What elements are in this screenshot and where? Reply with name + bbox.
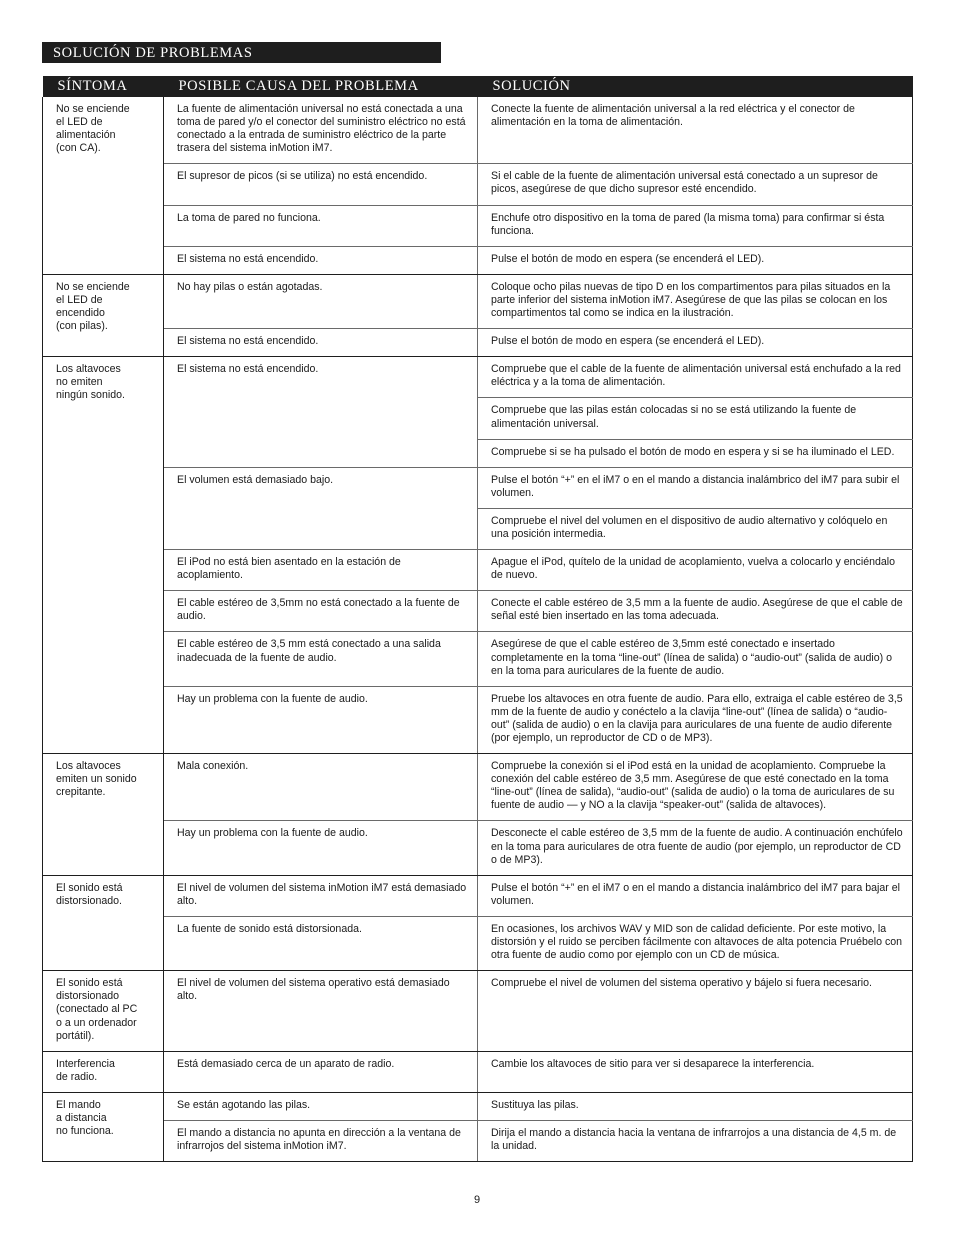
cause-cell: El nivel de volumen del sistema inMotion iM7 está demasiado alto. <box>164 875 478 916</box>
solution-cell: Pruebe los altavoces en otra fuente de audio. Para ello, extraiga el cable estéreo de 3,5 mm de la fuente de audio y conéctelo a la clavija “line-out” (línea de salida) o “audio-out” (salida de audio) o en la clavija para auriculares de una fuente de audio diferente (por ejemplo, un reproductor de CD o de MP3). <box>478 686 913 753</box>
cause-cell: Mala conexión. <box>164 754 478 821</box>
solution-cell: Compruebe que las pilas están colocadas si no se está utilizando la fuente de alimentación universal. <box>478 398 913 439</box>
cause-cell: La fuente de sonido está distorsionada. <box>164 916 478 970</box>
table-row <box>43 274 913 328</box>
solution-cell: Sustituya las pilas. <box>478 1092 913 1120</box>
table-row <box>43 686 913 753</box>
page-number: 9 <box>473 1194 481 1206</box>
table-row <box>43 97 913 164</box>
solution-cell: Conecte el cable estéreo de 3,5 mm a la fuente de audio. Asegúrese de que el cable de señal esté bien insertado en las toma adecuada. <box>478 591 913 632</box>
table-row <box>43 357 913 398</box>
solution-cell: Cambie los altavoces de sitio para ver si desaparece la interferencia. <box>478 1051 913 1092</box>
solution-cell: Compruebe si se ha pulsado el botón de modo en espera y si se ha iluminado el LED. <box>478 439 913 467</box>
solution-cell: Compruebe la conexión si el iPod está en la unidad de acoplamiento. Compruebe la conexión del cable estéreo de 3,5 mm. Asegúrese de que esté conectado en la toma “line-out” (línea de salida), “audio-out” (salida de audio) o la toma de auriculares de su fuente de audio — y NO a la clavija “speaker-out” (salida de altavoces). <box>478 754 913 821</box>
table-row <box>43 1051 913 1092</box>
section-title: SOLUCIÓN DE PROBLEMAS <box>42 42 441 63</box>
solution-cell: Pulse el botón “+” en el iM7 o en el mando a distancia inalámbrico del iM7 para bajar el volumen. <box>478 875 913 916</box>
cause-cell: El mando a distancia no apunta en dirección a la ventana de infrarrojos del sistema inMotion iM7. <box>164 1120 478 1161</box>
table-row <box>43 632 913 686</box>
cause-cell: El cable estéreo de 3,5 mm está conectado a una salida inadecuada de la fuente de audio. <box>164 632 478 686</box>
solution-cell: Pulse el botón de modo en espera (se encenderá el LED). <box>478 329 913 357</box>
cause-cell: Se están agotando las pilas. <box>164 1092 478 1120</box>
solution-cell: Coloque ocho pilas nuevas de tipo D en los compartimentos para pilas situados en la parte inferior del sistema inMotion iM7. Asegúrese de que las pilas se colocan en los compartimentos tal como se indica en la ilustración. <box>478 274 913 328</box>
symptom-cell: No se enciende el LED de alimentación (con CA). <box>43 97 164 274</box>
solution-cell: Pulse el botón de modo en espera (se encenderá el LED). <box>478 246 913 274</box>
cause-cell: El supresor de picos (si se utiliza) no está encendido. <box>164 164 478 205</box>
cause-cell: La toma de pared no funciona. <box>164 205 478 246</box>
symptom-cell: El mando a distancia no funciona. <box>43 1092 164 1161</box>
symptom-cell: Interferencia de radio. <box>43 1051 164 1092</box>
solution-cell: Compruebe el nivel de volumen del sistema operativo y bájelo si fuera necesario. <box>478 971 913 1051</box>
solution-cell: Asegúrese de que el cable estéreo de 3,5mm esté conectado e insertado completamente en la toma “line-out” (línea de salida) o “audio-out” (salida de audio) o en la toma para auriculares de la fuente de audio. <box>478 632 913 686</box>
symptom-cell: Los altavoces no emiten ningún sonido. <box>43 357 164 754</box>
header-symptom: SÍNTOMA <box>43 76 164 97</box>
header-cause: POSIBLE CAUSA DEL PROBLEMA <box>164 76 478 97</box>
cause-cell: El nivel de volumen del sistema operativo está demasiado alto. <box>164 971 478 1051</box>
cause-cell: El cable estéreo de 3,5mm no está conectado a la fuente de audio. <box>164 591 478 632</box>
cause-cell: La fuente de alimentación universal no está conectada a una toma de pared y/o el conector del suministro eléctrico no está conectado a la entrada de suministro eléctrico de la parte trasera del sistema inMotion iM7. <box>164 97 478 164</box>
symptom-cell: El sonido está distorsionado. <box>43 875 164 970</box>
table-row <box>43 550 913 591</box>
solution-cell: Apague el iPod, quítelo de la unidad de acoplamiento, vuelva a colocarlo y enciéndalo de nuevo. <box>478 550 913 591</box>
table-row <box>43 246 913 274</box>
cause-cell: El iPod no está bien asentado en la estación de acoplamiento. <box>164 550 478 591</box>
solution-cell: Conecte la fuente de alimentación universal a la red eléctrica y el conector de alimentación en la toma de alimentación. <box>478 97 913 164</box>
table-row <box>43 1092 913 1120</box>
symptom-cell: Los altavoces emiten un sonido crepitante. <box>43 754 164 876</box>
table-row <box>43 875 913 916</box>
table-body <box>43 97 913 1162</box>
cause-cell: El volumen está demasiado bajo. <box>164 467 478 549</box>
table-row <box>43 205 913 246</box>
cause-cell: El sistema no está encendido. <box>164 357 478 467</box>
table-row <box>43 591 913 632</box>
solution-cell: En ocasiones, los archivos WAV y MID son de calidad deficiente. Por este motivo, la distorsión y el ruido se perciben fácilmente con altavoces de alta potencia Pruébelo con otra fuente de audio como por ejemplo con un CD de música. <box>478 916 913 970</box>
table-row <box>43 1120 913 1161</box>
table-row <box>43 821 913 875</box>
table-row <box>43 329 913 357</box>
solution-cell: Dirija el mando a distancia hacia la ventana de infrarrojos a una distancia de 4,5 m. de la unidad. <box>478 1120 913 1161</box>
cause-cell: Hay un problema con la fuente de audio. <box>164 686 478 753</box>
table-row <box>43 916 913 970</box>
table-row <box>43 754 913 821</box>
solution-cell: Si el cable de la fuente de alimentación universal está conectado a un supresor de picos, asegúrese de que dicho supresor esté encendido. <box>478 164 913 205</box>
header-solution: SOLUCIÓN <box>478 76 913 97</box>
table-header-row <box>43 76 913 97</box>
symptom-cell: El sonido está distorsionado (conectado al PC o a un ordenador portátil). <box>43 971 164 1051</box>
cause-cell: Hay un problema con la fuente de audio. <box>164 821 478 875</box>
troubleshooting-table <box>42 76 913 1162</box>
cause-cell: El sistema no está encendido. <box>164 329 478 357</box>
solution-cell: Compruebe que el cable de la fuente de alimentación universal está enchufado a la red eléctrica y a la toma de alimentación. <box>478 357 913 398</box>
solution-cell: Enchufe otro dispositivo en la toma de pared (la misma toma) para confirmar si ésta funciona. <box>478 205 913 246</box>
solution-cell: Desconecte el cable estéreo de 3,5 mm de la fuente de audio. A continuación enchúfelo en la toma para auriculares de otra fuente de audio (por ejemplo, un reproductor de CD o de MP3). <box>478 821 913 875</box>
cause-cell: Está demasiado cerca de un aparato de radio. <box>164 1051 478 1092</box>
symptom-cell: No se enciende el LED de encendido (con pilas). <box>43 274 164 356</box>
cause-cell: No hay pilas o están agotadas. <box>164 274 478 328</box>
cause-cell: El sistema no está encendido. <box>164 246 478 274</box>
solution-cell: Pulse el botón “+” en el iM7 o en el mando a distancia inalámbrico del iM7 para subir el volumen. <box>478 467 913 508</box>
table-row <box>43 467 913 508</box>
table-row <box>43 971 913 1051</box>
solution-cell: Compruebe el nivel del volumen en el dispositivo de audio alternativo y colóquelo en una posición intermedia. <box>478 508 913 549</box>
table-row <box>43 164 913 205</box>
